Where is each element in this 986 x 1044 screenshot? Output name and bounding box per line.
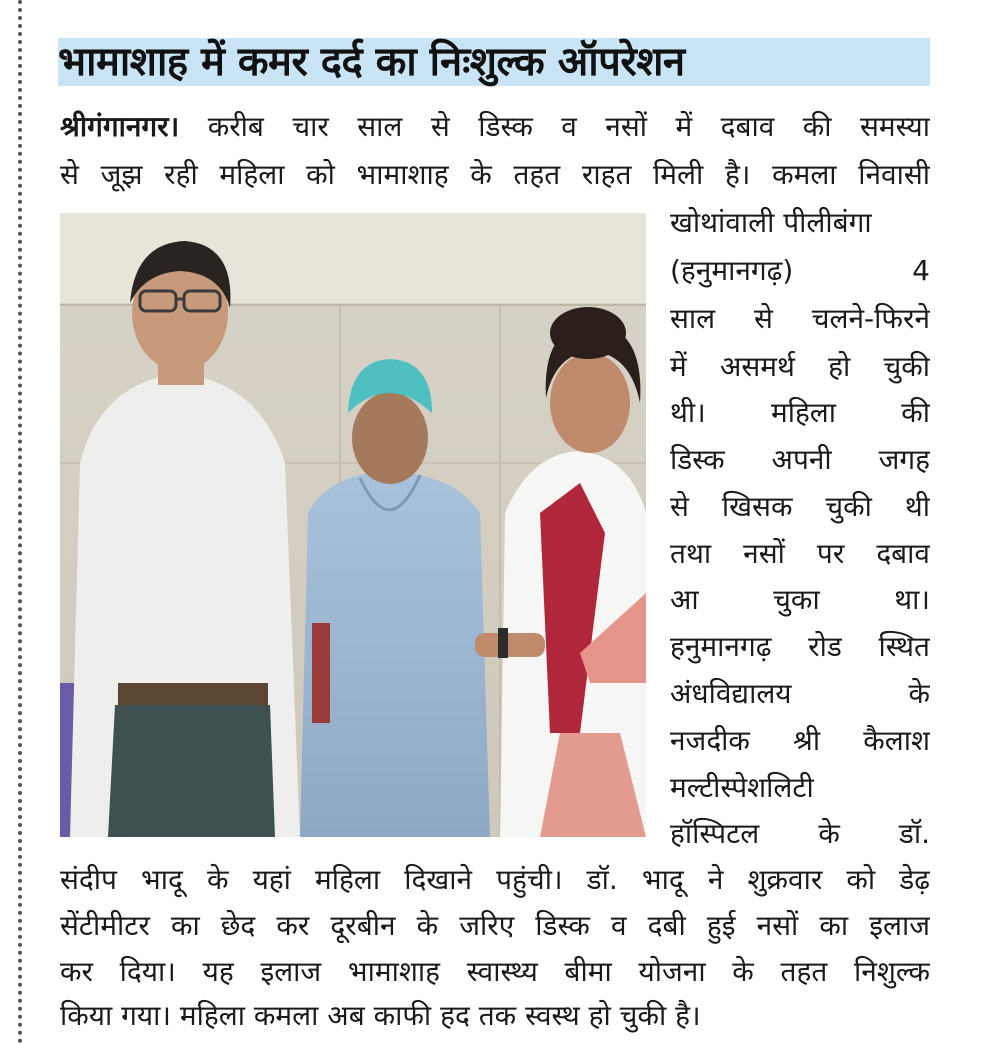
side-line-11: अंधविद्यालय के [670,677,930,710]
side-line-14: हॉस्पिटल के डॉ. [670,817,930,850]
body-line-5: कर दिया। यह इलाज भामाशाह स्वास्थ्य बीमा योजना के तहत निशुल्क [60,955,930,988]
article-photo [60,213,646,837]
side-line-7: से खिसक चुकी थी [670,490,930,523]
side-line-8: तथा नसों पर दबाव [670,537,930,570]
side-line-13: मल्टीस्पेशलिटी [670,771,814,804]
side-line-5: थी। महिला की [670,396,930,429]
side-line-9: आ चुका था। [670,583,930,616]
body-text: करीब चार साल से डिस्क व नसों में दबाव की समस्या [207,110,930,143]
body-line-1 [60,107,930,149]
body-line-3: संदीप भादू के यहां महिला दिखाने पहुंची। डॉ. भादू ने शुक्रवार को डेढ़ [60,863,930,896]
dateline: श्रीगंगानगर। [60,110,180,143]
side-line-6: डिस्क अपनी जगह [670,443,930,476]
side-line-4: में असमर्थ हो चुकी [670,350,930,383]
side-line-3: साल से चलने-फिरने [670,302,930,335]
column-divider [18,0,22,1044]
side-line-12: नजदीक श्री कैलाश [670,724,930,757]
side-line-1: खोथांवाली पीलीबंगा [670,206,872,239]
body-line-4: सेंटीमीटर का छेद कर दूरबीन के जरिए डिस्क व दबी हुई नसों का इलाज [60,909,930,942]
side-line-2: (हनुमानगढ़) 4 [670,254,930,287]
side-line-10: हनुमानगढ़ रोड स्थित [670,630,930,663]
body-line-6: किया गया। महिला कमला अब काफी हद तक स्वस्थ हो चुकी है। [60,999,701,1032]
body-line-2: से जूझ रही महिला को भामाशाह के तहत राहत मिली है। कमला निवासी [60,158,930,191]
headline: भामाशाह में कमर दर्द का निःशुल्क ऑपरेशन [58,39,685,85]
